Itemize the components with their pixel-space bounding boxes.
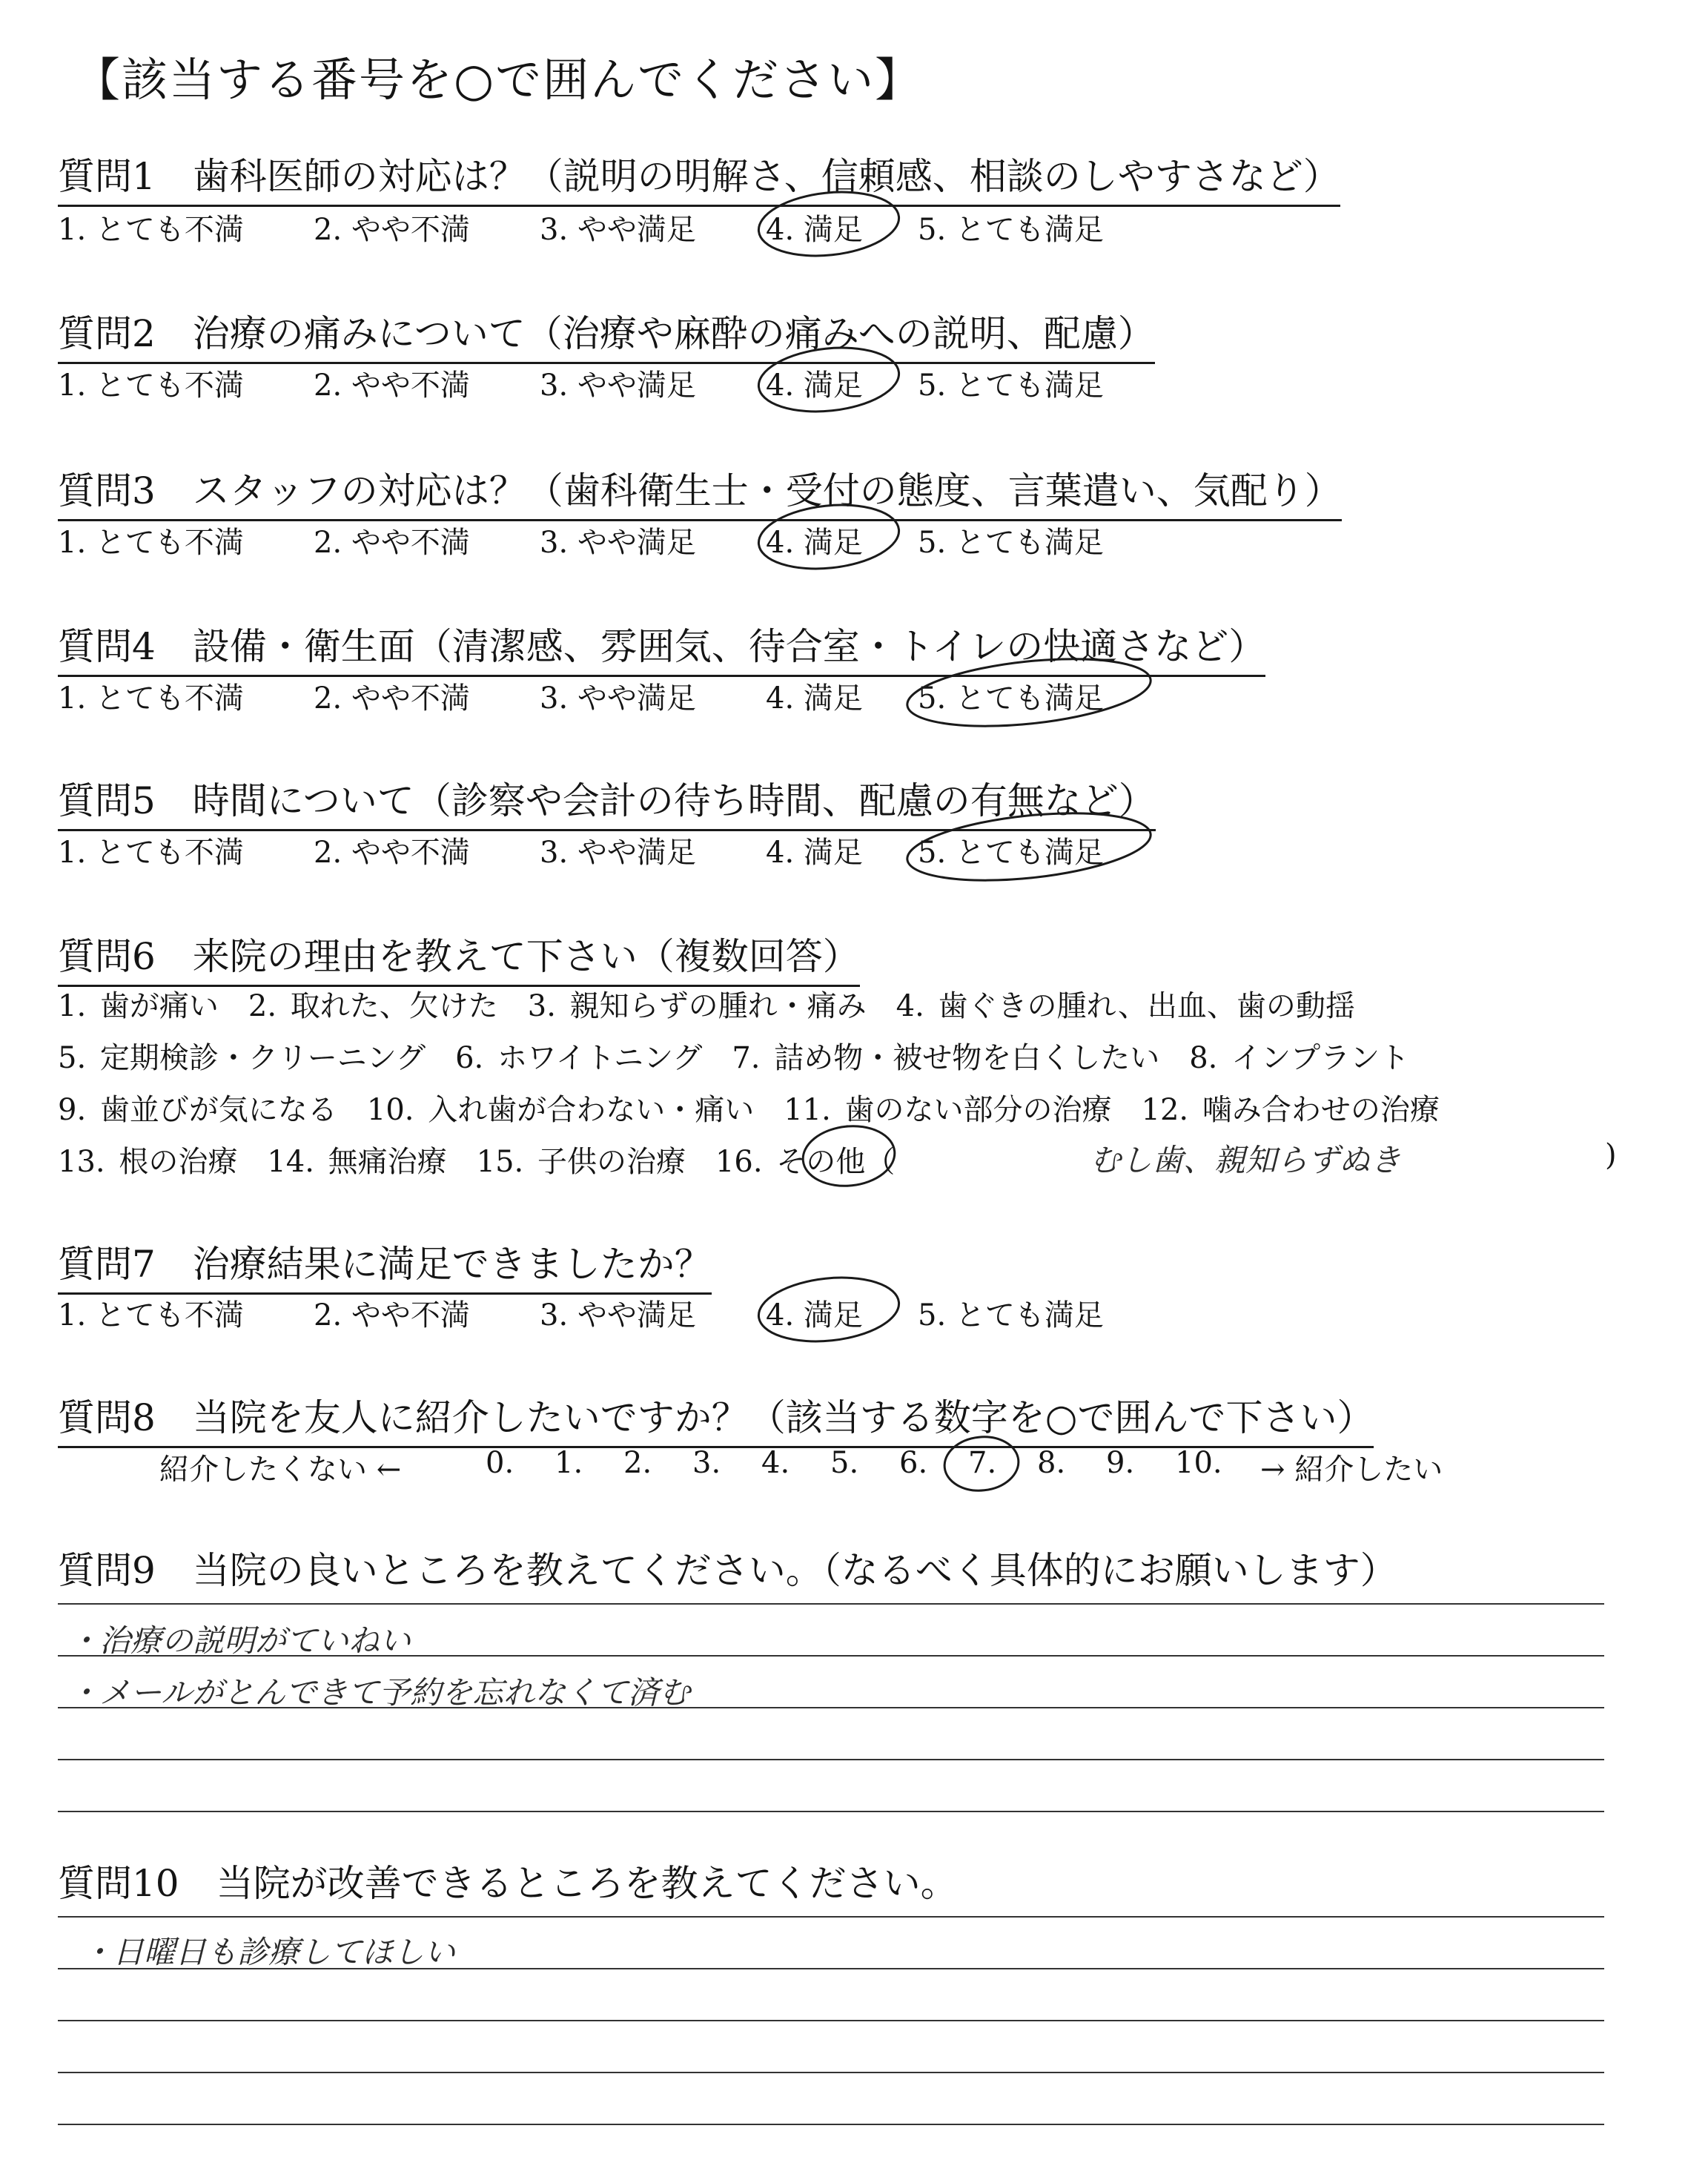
answer-line [58,1603,1604,1605]
question-4-option-2[interactable]: 2. やや不満 [314,681,470,716]
answer-line [58,2124,1604,2125]
question-6-options-line-4: 13. 根の治療 14. 無痛治療 15. 子供の治療 16. その他（ [58,1145,896,1179]
question-5-option-3[interactable]: 3. やや満足 [540,836,696,870]
question-9-title: 質問9 当院の良いところを教えてください。（なるべく具体的にお願いします） [58,1549,1397,1592]
question-7-option-1[interactable]: 1. とても不満 [58,1298,244,1332]
question-10-title: 質問10 当院が改善できるところを教えてください。 [58,1862,958,1905]
question-3-option-5[interactable]: 5. とても満足 [918,526,1104,560]
question-5-option-4[interactable]: 4. 満足 [766,836,863,870]
answer-line [58,2020,1604,2021]
question-2-option-1[interactable]: 1. とても不満 [58,369,244,403]
question-6-other-close-paren: ) [1605,1138,1617,1172]
question-2-option-4[interactable]: 4. 満足 [766,369,863,403]
question-2-title: 質問2 治療の痛みについて（治療や麻酔の痛みへの説明、配慮） [58,304,1155,364]
question-3-option-1[interactable]: 1. とても不満 [58,526,244,560]
scale-number-3[interactable]: 3. [692,1446,721,1480]
question-1-title: 質問1 歯科医師の対応は？（説明の明解さ、信頼感、相談のしやすさなど） [58,147,1340,207]
scale-number-2[interactable]: 2. [623,1446,652,1480]
question-2-option-2[interactable]: 2. やや不満 [314,369,470,403]
question-2-option-3[interactable]: 3. やや満足 [540,369,696,403]
scale-number-8[interactable]: 8. [1037,1446,1066,1480]
question-5-option-2[interactable]: 2. やや不満 [314,836,470,870]
question-4-option-1[interactable]: 1. とても不満 [58,681,244,716]
question-9-answer-1: ・治療の説明がていねい [68,1622,411,1659]
question-1-option-3[interactable]: 3. やや満足 [540,213,696,247]
question-4-option-3[interactable]: 3. やや満足 [540,681,696,716]
page-title: 【該当する番号を○で囲んでください】 [74,53,923,107]
question-1-option-4[interactable]: 4. 満足 [766,213,863,247]
question-6-other-handwritten: むし歯、親知らずぬき [1090,1142,1402,1178]
question-6-options-line-3: 9. 歯並びが気になる 10. 入れ歯が合わない・痛い 11. 歯のない部分の治療 12. 噛み合わせの治療 [58,1093,1440,1127]
question-7-option-2[interactable]: 2. やや不満 [314,1298,470,1332]
question-10-answer-1: ・日曜日も診療してほしい [82,1934,456,1970]
scale-left-label: 紹介したくない ← [159,1453,402,1487]
scale-number-10[interactable]: 10. [1175,1446,1222,1480]
answer-line [58,2072,1604,2073]
answer-line [58,1811,1604,1812]
question-9-answer-2: ・メールがとんできて予約を忘れなくて済む [68,1674,691,1711]
question-3-title: 質問3 スタッフの対応は？（歯科衛生士・受付の態度、言葉遣い、気配り） [58,461,1342,521]
question-5-title: 質問5 時間について（診察や会計の待ち時間、配慮の有無など） [58,771,1156,831]
question-3-option-2[interactable]: 2. やや不満 [314,526,470,560]
question-7-option-4[interactable]: 4. 満足 [766,1298,863,1332]
scale-number-9[interactable]: 9. [1106,1446,1135,1480]
question-6-options-line-1: 1. 歯が痛い 2. 取れた、欠けた 3. 親知らずの腫れ・痛み 4. 歯ぐきの腫れ、出血、歯の動揺 [58,989,1355,1023]
scale-right-label: → 紹介したい [1260,1453,1443,1487]
question-8-title: 質問8 当院を友人に紹介したいですか？（該当する数字を○で囲んで下さい） [58,1388,1374,1448]
question-3-option-4[interactable]: 4. 満足 [766,526,863,560]
scale-number-4[interactable]: 4. [761,1446,790,1480]
scale-number-6[interactable]: 6. [899,1446,928,1480]
question-1-option-1[interactable]: 1. とても不満 [58,213,244,247]
question-7-title: 質問7 治療結果に満足できましたか？ [58,1235,712,1295]
question-7-option-5[interactable]: 5. とても満足 [918,1298,1104,1332]
question-4-option-5[interactable]: 5. とても満足 [918,681,1104,716]
question-1-option-2[interactable]: 2. やや不満 [314,213,470,247]
scale-number-7[interactable]: 7. [968,1446,997,1480]
question-3-option-3[interactable]: 3. やや満足 [540,526,696,560]
question-4-title: 質問4 設備・衛生面（清潔感、雰囲気、待合室・トイレの快適さなど） [58,617,1265,677]
scale-number-5[interactable]: 5. [830,1446,859,1480]
question-6-options-line-2: 5. 定期検診・クリーニング 6. ホワイトニング 7. 詰め物・被せ物を白くしたい 8. インプラント [58,1041,1410,1075]
question-7-option-3[interactable]: 3. やや満足 [540,1298,696,1332]
question-1-option-5[interactable]: 5. とても満足 [918,213,1104,247]
question-6-title: 質問6 来院の理由を教えて下さい（複数回答） [58,927,860,987]
question-4-option-4[interactable]: 4. 満足 [766,681,863,716]
answer-line [58,1759,1604,1760]
scale-number-1[interactable]: 1. [555,1446,583,1480]
answer-line [58,1916,1604,1918]
question-5-option-1[interactable]: 1. とても不満 [58,836,244,870]
scale-number-0[interactable]: 0. [486,1446,514,1480]
question-2-option-5[interactable]: 5. とても満足 [918,369,1104,403]
question-5-option-5[interactable]: 5. とても満足 [918,836,1104,870]
